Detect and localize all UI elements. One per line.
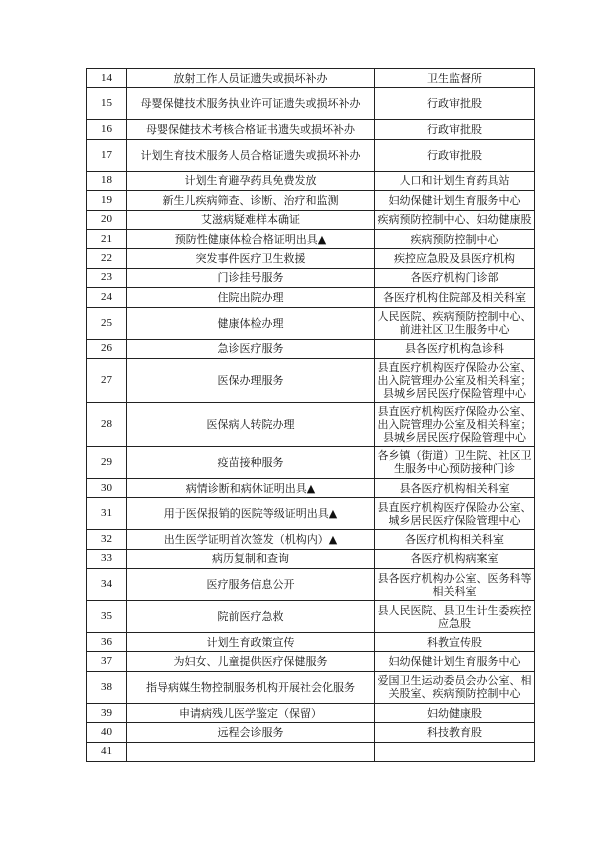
table-row — [87, 171, 535, 190]
row-number: 23 — [87, 268, 127, 287]
row-number: 41 — [87, 742, 127, 761]
table-row — [87, 88, 535, 120]
responsible-dept — [375, 742, 535, 761]
responsible-dept: 卫生监督所 — [375, 69, 535, 88]
service-item: 医保病人转院办理 — [127, 402, 375, 446]
service-item: 远程会诊服务 — [127, 723, 375, 742]
service-item: 计划生育政策宣传 — [127, 633, 375, 652]
responsible-dept: 县各医疗机构相关科室 — [375, 478, 535, 497]
table-row — [87, 402, 535, 446]
service-item: 用于医保报销的医院等级证明出具▲ — [127, 498, 375, 530]
service-item: 疫苗接种服务 — [127, 446, 375, 478]
service-item: 计划生育技术服务人员合格证遗失或损坏补办 — [127, 139, 375, 171]
row-number: 30 — [87, 478, 127, 497]
table-row — [87, 139, 535, 171]
responsible-dept: 行政审批股 — [375, 88, 535, 120]
table-row — [87, 478, 535, 497]
row-number: 40 — [87, 723, 127, 742]
responsible-dept: 爱国卫生运动委员会办公室、相关股室、疾病预防控制中心 — [375, 671, 535, 703]
responsible-dept: 妇幼健康股 — [375, 703, 535, 722]
row-number: 20 — [87, 210, 127, 229]
service-table — [86, 68, 535, 762]
row-number: 19 — [87, 191, 127, 210]
table-row — [87, 671, 535, 703]
responsible-dept: 各医疗机构病案室 — [375, 549, 535, 568]
service-item: 放射工作人员证遗失或损坏补办 — [127, 69, 375, 88]
responsible-dept: 疾病预防控制中心 — [375, 229, 535, 248]
responsible-dept: 县人民医院、县卫生计生委疾控应急股 — [375, 601, 535, 633]
row-number: 29 — [87, 446, 127, 478]
responsible-dept: 县直医疗机构医疗保险办公室、出入院管理办公室及相关科室；县城乡居民医疗保险管理中心 — [375, 402, 535, 446]
responsible-dept: 科技教育股 — [375, 723, 535, 742]
row-number: 38 — [87, 671, 127, 703]
responsible-dept: 行政审批股 — [375, 120, 535, 139]
table-row — [87, 358, 535, 402]
service-item: 母婴保健技术服务执业许可证遗失或损坏补办 — [127, 88, 375, 120]
table-row — [87, 120, 535, 139]
service-item: 计划生育避孕药具免费发放 — [127, 171, 375, 190]
service-item: 医疗服务信息公开 — [127, 569, 375, 601]
table-row — [87, 249, 535, 268]
service-item: 医保办理服务 — [127, 358, 375, 402]
row-number: 21 — [87, 229, 127, 248]
service-item: 预防性健康体检合格证明出具▲ — [127, 229, 375, 248]
table-row — [87, 288, 535, 307]
table-row — [87, 742, 535, 761]
service-item: 出生医学证明首次签发（机构内）▲ — [127, 530, 375, 549]
table-row — [87, 307, 535, 339]
service-item: 指导病媒生物控制服务机构开展社会化服务 — [127, 671, 375, 703]
row-number: 15 — [87, 88, 127, 120]
row-number: 37 — [87, 652, 127, 671]
responsible-dept: 各乡镇（街道）卫生院、社区卫生服务中心预防接种门诊 — [375, 446, 535, 478]
row-number: 31 — [87, 498, 127, 530]
service-item: 艾滋病疑难样本确证 — [127, 210, 375, 229]
service-item: 急诊医疗服务 — [127, 339, 375, 358]
responsible-dept: 县直医疗机构医疗保险办公室、城乡居民医疗保险管理中心 — [375, 498, 535, 530]
table-row — [87, 268, 535, 287]
table-row — [87, 229, 535, 248]
row-number: 14 — [87, 69, 127, 88]
service-item: 申请病残儿医学鉴定（保留） — [127, 703, 375, 722]
responsible-dept: 疾病预防控制中心、妇幼健康股 — [375, 210, 535, 229]
row-number: 36 — [87, 633, 127, 652]
row-number: 28 — [87, 402, 127, 446]
service-item: 为妇女、儿童提供医疗保健服务 — [127, 652, 375, 671]
responsible-dept: 各医疗机构住院部及相关科室 — [375, 288, 535, 307]
row-number: 22 — [87, 249, 127, 268]
service-item — [127, 742, 375, 761]
row-number: 32 — [87, 530, 127, 549]
responsible-dept: 县各医疗机构办公室、医务科等相关科室 — [375, 569, 535, 601]
responsible-dept: 妇幼保健计划生育服务中心 — [375, 191, 535, 210]
responsible-dept: 各医疗机构相关科室 — [375, 530, 535, 549]
service-item: 住院出院办理 — [127, 288, 375, 307]
row-number: 34 — [87, 569, 127, 601]
table-row — [87, 446, 535, 478]
table-row — [87, 652, 535, 671]
responsible-dept: 人口和计划生育药具站 — [375, 171, 535, 190]
service-item: 病情诊断和病休证明出具▲ — [127, 478, 375, 497]
table-row — [87, 569, 535, 601]
table-row — [87, 339, 535, 358]
row-number: 18 — [87, 171, 127, 190]
row-number: 17 — [87, 139, 127, 171]
service-item: 院前医疗急救 — [127, 601, 375, 633]
service-item: 病历复制和查询 — [127, 549, 375, 568]
row-number: 27 — [87, 358, 127, 402]
service-item: 母婴保健技术考核合格证书遗失或损坏补办 — [127, 120, 375, 139]
table-row — [87, 498, 535, 530]
responsible-dept: 各医疗机构门诊部 — [375, 268, 535, 287]
row-number: 16 — [87, 120, 127, 139]
responsible-dept: 行政审批股 — [375, 139, 535, 171]
service-item: 突发事件医疗卫生救援 — [127, 249, 375, 268]
table-row — [87, 703, 535, 722]
table-row — [87, 549, 535, 568]
row-number: 25 — [87, 307, 127, 339]
table-row — [87, 601, 535, 633]
responsible-dept: 科教宣传股 — [375, 633, 535, 652]
responsible-dept: 疾控应急股及县医疗机构 — [375, 249, 535, 268]
service-item: 门诊挂号服务 — [127, 268, 375, 287]
responsible-dept: 县直医疗机构医疗保险办公室、出入院管理办公室及相关科室；县城乡居民医疗保险管理中心 — [375, 358, 535, 402]
table-row — [87, 69, 535, 88]
row-number: 35 — [87, 601, 127, 633]
row-number: 33 — [87, 549, 127, 568]
row-number: 26 — [87, 339, 127, 358]
responsible-dept: 人民医院、疾病预防控制中心、前进社区卫生服务中心 — [375, 307, 535, 339]
responsible-dept: 妇幼保健计划生育服务中心 — [375, 652, 535, 671]
row-number: 39 — [87, 703, 127, 722]
service-item: 健康体检办理 — [127, 307, 375, 339]
table-row — [87, 633, 535, 652]
table-row — [87, 530, 535, 549]
row-number: 24 — [87, 288, 127, 307]
service-item: 新生儿疾病筛查、诊断、治疗和监测 — [127, 191, 375, 210]
table-row — [87, 723, 535, 742]
table-row — [87, 191, 535, 210]
table-row — [87, 210, 535, 229]
responsible-dept: 县各医疗机构急诊科 — [375, 339, 535, 358]
